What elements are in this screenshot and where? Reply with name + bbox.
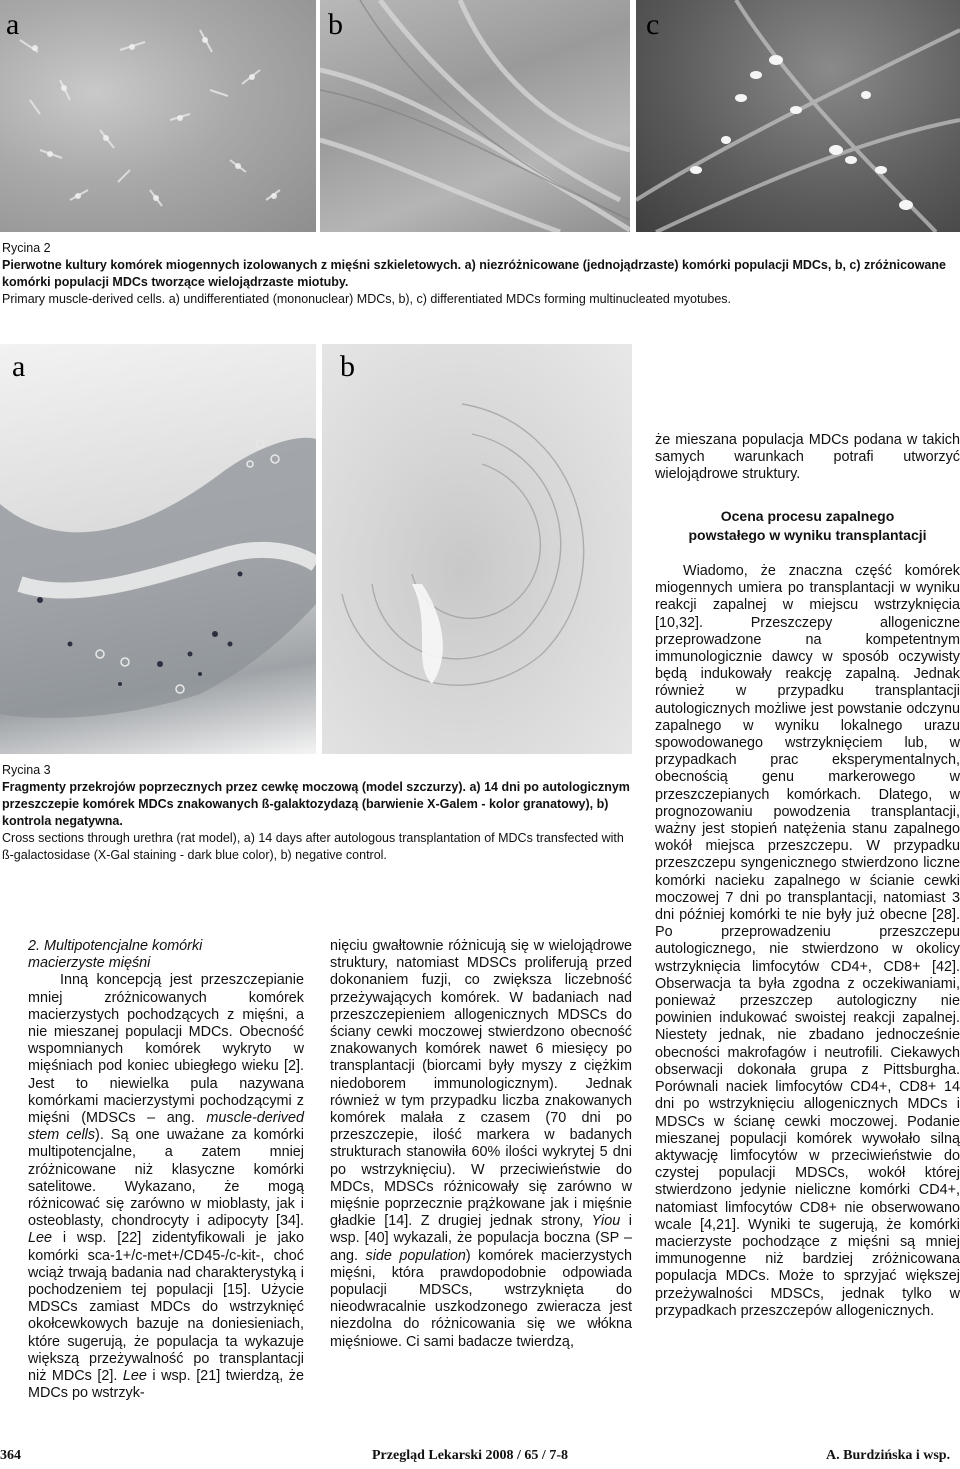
multinucleated-myotube-micrograph	[636, 0, 960, 232]
section-multipotent-heading-line2: macierzyste mięśni	[28, 955, 151, 972]
section-multipotent-body-italic3: Lee	[122, 1368, 147, 1385]
figure3-caption	[2, 762, 632, 864]
figure3-label: Rycina 3	[2, 763, 51, 777]
middle-column-part2: i wsp. [40] wykazali, że populacja boczna (SP – ang.	[330, 1213, 632, 1264]
figure3-panel-b-letter: b	[340, 350, 355, 383]
section-inflammation-title	[655, 507, 960, 545]
section-multipotent-heading-line1: 2. Multipotencjalne komórki	[28, 938, 203, 954]
section-inflammation-body: Wiadomo, że znaczna część komórek miogennych umiera po transplantacji w wyniku reakcji zapalnej w miejscu wstrzyknięcia [10,32]. Przeszczepy allogeniczne przeprowadzone na kompetentnym immunologicznie dawcy w sposób oczywisty będą indukowały reakcję zapalną. Jednak również w przypadku transplantacji autologicznych możliwe jest powstanie odczynu zapalnego w wyniku lokalnego urazu spowodowanego wstrzyknięciem lub, w przypadkach prac eksperymentalnych, obecnością genu markerowego w przeszczepianych komórkach. Dlatego, w prognozowaniu powodzenia transplantacji, ważny jest stopień natężenia stanu zapalnego wokół miejsca przeszczepu. W przypadku przeszczepu syngenicznego stwierdzono liczne komórki nacieku zapalnego w ścianie cewki moczowej 7 dni po transplantacji, natomiast 3 dni później komórki te nie były już obecne [28]. Po przeprowadzeniu przeszczepu autologicznego, nie stwierdzono w okolicy wstrzyknięcia limfocytów CD4+, CD8+ [42]. Obserwacja ta była zgodna z oczekiwaniami, ponieważ przeszczep autologiczny nie powinien indukować swoistej reakcji zapalnej. Niestety jednak, nie zbadano jednocześnie obecności makrofagów i neutrofili. Ciekawych obserwacji dokonała grupa z Pittsburgha. Porównali naciek limfocytów CD4+, CD8+ 14 dni po wstrzyknięciu allogenicznych MDCs i MDSCs w ścianę cewki moczowej. Podanie mieszanej populacji komórek wywołało silną aktywację limfocytów w przeciwieństwie do czystej populacji MDSCs, wokół której stwierdzono jedynie nieliczne komórki CD4+, natomiast limfocytów CD8+ nie obserwowano wcale [4,21]. Wyniki te sugerują, że komórki macierzyste pochodzące z mięśni są mniej immunogenne niż bardziej zróżnicowana populacja MDCs. Może to sprzyjać większej przeżywalności MDSCs, jednak tylko w przypadkach przeszczepów allogenicznych.	[655, 563, 960, 1319]
middle-column-italic1: Yiou	[591, 1213, 621, 1230]
figure2-panel-c-image	[636, 0, 960, 232]
section-inflammation-title-line1: Ocena procesu zapalnego	[720, 508, 895, 524]
figure3-panel-a-letter: a	[12, 350, 26, 383]
middle-column-part3: ) komórek macierzystych mięśni, która prawdopodobnie odpowiada populacji MDSCs, wstrzyknięta do nieodwracalnie uszkodzonego zwieracza jest niezdolna do różnicowania się we włókna mięśniowe. Ci sami badacze twierdzą,	[330, 1247, 632, 1350]
right-column-top-paragraph: że mieszana populacja MDCs podana w takich samych warunkach potrafi utworzyć wielojądrowe struktury.	[655, 432, 960, 483]
section-multipotent	[28, 938, 304, 1402]
cell-culture-micrograph	[0, 0, 316, 232]
figure2-panel-a-image	[0, 0, 316, 232]
footer-journal: Przegląd Lekarski 2008 / 65 / 7-8	[372, 1448, 568, 1463]
middle-column-paragraph	[330, 938, 632, 1351]
figure3-caption-pl: Fragmenty przekrojów poprzecznych przez cewkę moczową (model szczurzy). a) 14 dni po autologicznym przeszczepie komórek MDCs znakowanych ß-galaktozydazą (barwienie X-Galem - kolor granatowy), b) kontrola negatywna.	[2, 780, 630, 828]
section-multipotent-body	[28, 972, 304, 1402]
footer-page-number: 364	[0, 1448, 21, 1463]
figure2-panel-b-letter: b	[328, 8, 343, 41]
figure2-label: Rycina 2	[2, 241, 51, 255]
figure3-caption-en: Cross sections through urethra (rat model), a) 14 days after autologous transplantation of MDCs transfected with ß-galactosidase (X-Gal staining - dark blue color), b) negative control.	[2, 831, 624, 862]
figure2-caption	[2, 240, 958, 308]
figure2-caption-pl: Pierwotne kultury komórek miogennych izolowanych z mięśni szkieletowych. a) niezróżnicowane (jednojądrzaste) komórki populacji MDCs, b, c) zróżnicowane komórki populacji MDCs tworzące wielojądrzaste miotuby.	[2, 258, 946, 289]
figure2-panel-c-letter: c	[646, 8, 660, 41]
section-multipotent-body-part2: ). Są one uważane za komórki multipotencjalne, a zatem mniej zróżnicowane niż klasyczne komórki satelitowe. Wykazano, że mogą różnicować się zarówno w mioblasty, jak i osteoblasty, chondrocyty i adipocyty [34].	[28, 1127, 304, 1230]
figure2-panel-a-letter: a	[6, 8, 20, 41]
section-inflammation-title-line2: powstałego w wyniku transplantacji	[688, 527, 927, 543]
figure2-caption-en: Primary muscle-derived cells. a) undifferentiated (mononuclear) MDCs, b), c) differentiated MDCs forming multinucleated myotubes.	[2, 292, 731, 306]
middle-column-italic2: side population	[365, 1247, 466, 1264]
section-multipotent-heading	[28, 938, 304, 972]
urethra-section-xgal-micrograph	[0, 344, 316, 754]
middle-column-text	[330, 938, 632, 1351]
middle-column-part1: nięciu gwałtownie różnicują się w wielojądrowe struktury, natomiast MDSCs proliferują przed dokonaniem fuzji, co zwiększa liczebność przeżywających komórek. W badaniach nad przeszczepieniem allogenicznych MDSCs do ściany cewki moczowej stwierdzono obecność znakowanych komórek nawet 6 miesięcy po transplantacji (biorcami były myszy z ciężkim niedoborem immunologicznym). Jednak również w tym przypadku liczba znakowanych komórek malała z czasem (70 dni po przeszczepie, ilość markera w badanych strukturach stanowiła 60% ilości wykrytej 5 dni po wstrzyknięciu). W przeciwieństwie do MDCs, MDSCs różnicowały się zarówno w mięśnie poprzecznie prążkowane jak i mięśnie gładkie [14]. Z drugiej jednak strony,	[330, 938, 632, 1230]
urethra-section-control-micrograph	[322, 344, 632, 754]
section-multipotent-body-part1: Inną koncepcją jest przeszczepianie mniej zróżnicowanych komórek macierzystych pochodzących z mięśni, a nie mieszanej populacji MDCs. Obecność wspomnianych komórek wykryto w mięśniach pod koniec ubiegłego wieku [2]. Jest to niewielka pula nazywana komórkami macierzystymi pochodzącymi z mięśni (MDSCs – ang.	[28, 972, 304, 1127]
figure3-panel-b-image	[322, 344, 632, 754]
figure2-panel-b-image	[320, 0, 630, 232]
section-multipotent-body-part3: i wsp. [22] zidentyfikowali je jako komórki sca-1+/c-met+/CD45-/c-kit-, choć wciąż trwają badania nad charakterystyką i pochodzeniem tej populacji [15]. Użycie MDSCs zamiast MDCs do wstrzyknięć okołcewkowych bazuje na doniesieniach, które sugerują, że populacja ta wykazuje większą przeżywalność po transplantacji niż MDCs [2].	[28, 1230, 304, 1385]
section-multipotent-body-italic1: muscle-derived stem cells	[28, 1110, 304, 1144]
section-multipotent-body-part4: i wsp. [21] twierdzą, że MDCs po wstrzyk-	[28, 1368, 304, 1402]
figure3-panel-a-image	[0, 344, 316, 754]
section-multipotent-body-italic2: Lee	[28, 1230, 53, 1247]
footer-author: A. Burdzińska i wsp.	[826, 1448, 951, 1463]
myotube-micrograph	[320, 0, 630, 232]
